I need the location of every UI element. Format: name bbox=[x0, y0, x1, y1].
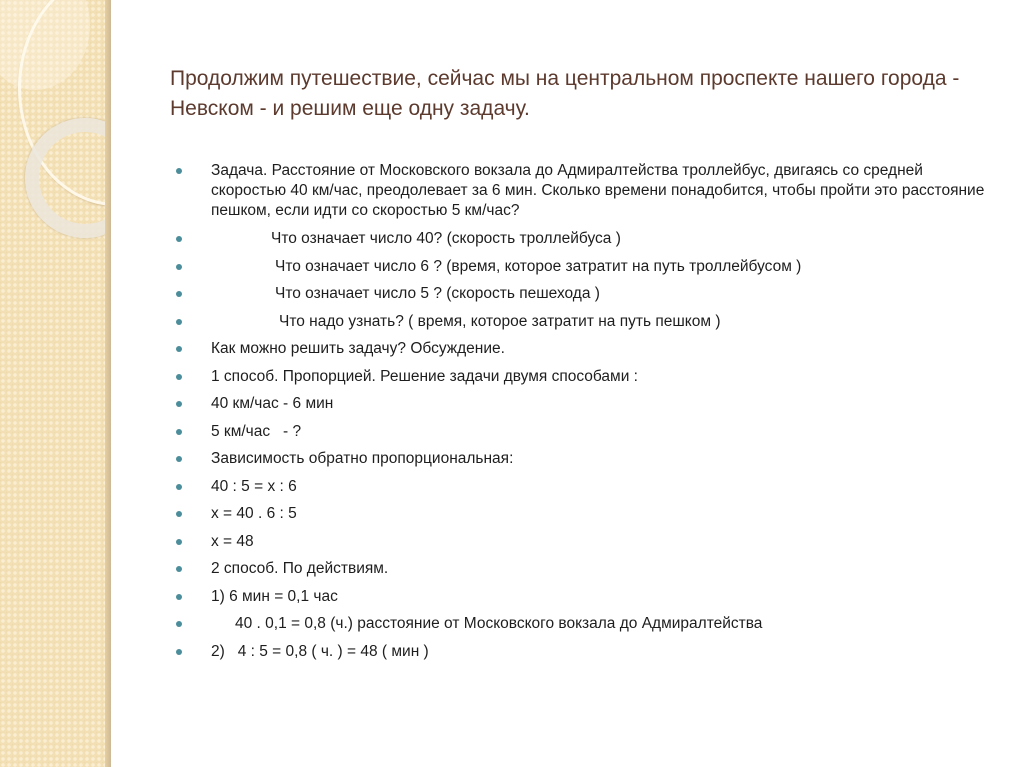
bullet-icon bbox=[176, 264, 182, 270]
list-item bbox=[176, 394, 996, 414]
list-item-text: Задача. Расстояние от Московского вокзала до Адмиралтейства троллейбус, двигаясь со средней скоростью 40 км/час, преодолевает за 6 мин. Сколько времени понадобится, чтобы пройти это расстояние пешком, если идти со скоростью 5 км/час? bbox=[211, 162, 985, 219]
list-item bbox=[176, 257, 996, 277]
list-item-text: 1 способ. Пропорцией. Решение задачи двумя способами : bbox=[211, 367, 638, 385]
list-item bbox=[176, 229, 996, 249]
list-item bbox=[176, 559, 996, 579]
list-item bbox=[176, 422, 996, 442]
list-item-text: 40 : 5 = x : 6 bbox=[211, 477, 297, 495]
bullet-icon bbox=[176, 401, 182, 407]
bullet-icon bbox=[176, 511, 182, 517]
list-item-text: Что означает число 5 ? (скорость пешехода ) bbox=[275, 285, 600, 302]
decorative-side-panel bbox=[0, 0, 111, 767]
list-item-text: 5 км/час - ? bbox=[211, 422, 302, 440]
bullet-icon bbox=[176, 566, 182, 572]
bullet-icon bbox=[176, 291, 182, 297]
bullet-icon bbox=[176, 649, 182, 655]
bullet-list bbox=[176, 161, 996, 669]
list-item bbox=[176, 477, 996, 497]
list-item bbox=[176, 161, 996, 221]
slide-title: Продолжим путешествие, сейчас мы на центральном проспекте нашего города - Невском - и решим еще одну задачу. bbox=[170, 67, 960, 120]
bullet-icon bbox=[176, 374, 182, 380]
list-item-text: Как можно решить задачу? Обсуждение. bbox=[211, 340, 505, 357]
bullet-icon bbox=[176, 621, 182, 627]
bullet-icon bbox=[176, 168, 182, 174]
list-item bbox=[176, 614, 996, 634]
list-item bbox=[176, 449, 996, 469]
bullet-icon bbox=[176, 346, 182, 352]
list-item-text: x = 48 bbox=[211, 532, 254, 550]
side-panel-edge bbox=[105, 0, 111, 767]
bullet-icon bbox=[176, 429, 182, 435]
bullet-icon bbox=[176, 236, 182, 242]
list-item bbox=[176, 504, 996, 524]
list-item bbox=[176, 367, 996, 387]
list-item-text: 2) 4 : 5 = 0,8 ( ч. ) = 48 ( мин ) bbox=[211, 642, 429, 660]
list-item bbox=[176, 642, 996, 662]
list-item-text: 40 . 0,1 = 0,8 (ч.) расстояние от Московского вокзала до Адмиралтейства bbox=[235, 615, 763, 632]
bullet-icon bbox=[176, 539, 182, 545]
list-item-text: Что означает число 40? (скорость троллейбуса ) bbox=[271, 230, 621, 247]
list-item-text: Что надо узнать? ( время, которое затратит на путь пешком ) bbox=[279, 312, 721, 330]
list-item bbox=[176, 587, 996, 607]
bullet-icon bbox=[176, 594, 182, 600]
list-item bbox=[176, 339, 996, 359]
bullet-icon bbox=[176, 484, 182, 490]
list-item-text: Что означает число 6 ? (время, которое затратит на путь троллейбусом ) bbox=[275, 257, 802, 275]
list-item-text: 1) 6 мин = 0,1 час bbox=[211, 587, 338, 605]
bullet-icon bbox=[176, 456, 182, 462]
list-item-text: 40 км/час - 6 мин bbox=[211, 395, 334, 412]
list-item bbox=[176, 284, 996, 304]
list-item-text: Зависимость обратно пропорциональная: bbox=[211, 450, 514, 467]
list-item bbox=[176, 532, 996, 552]
list-item bbox=[176, 312, 996, 332]
list-item-text: 2 способ. По действиям. bbox=[211, 560, 389, 577]
bullet-icon bbox=[176, 319, 182, 325]
list-item-text: x = 40 . 6 : 5 bbox=[211, 505, 297, 522]
